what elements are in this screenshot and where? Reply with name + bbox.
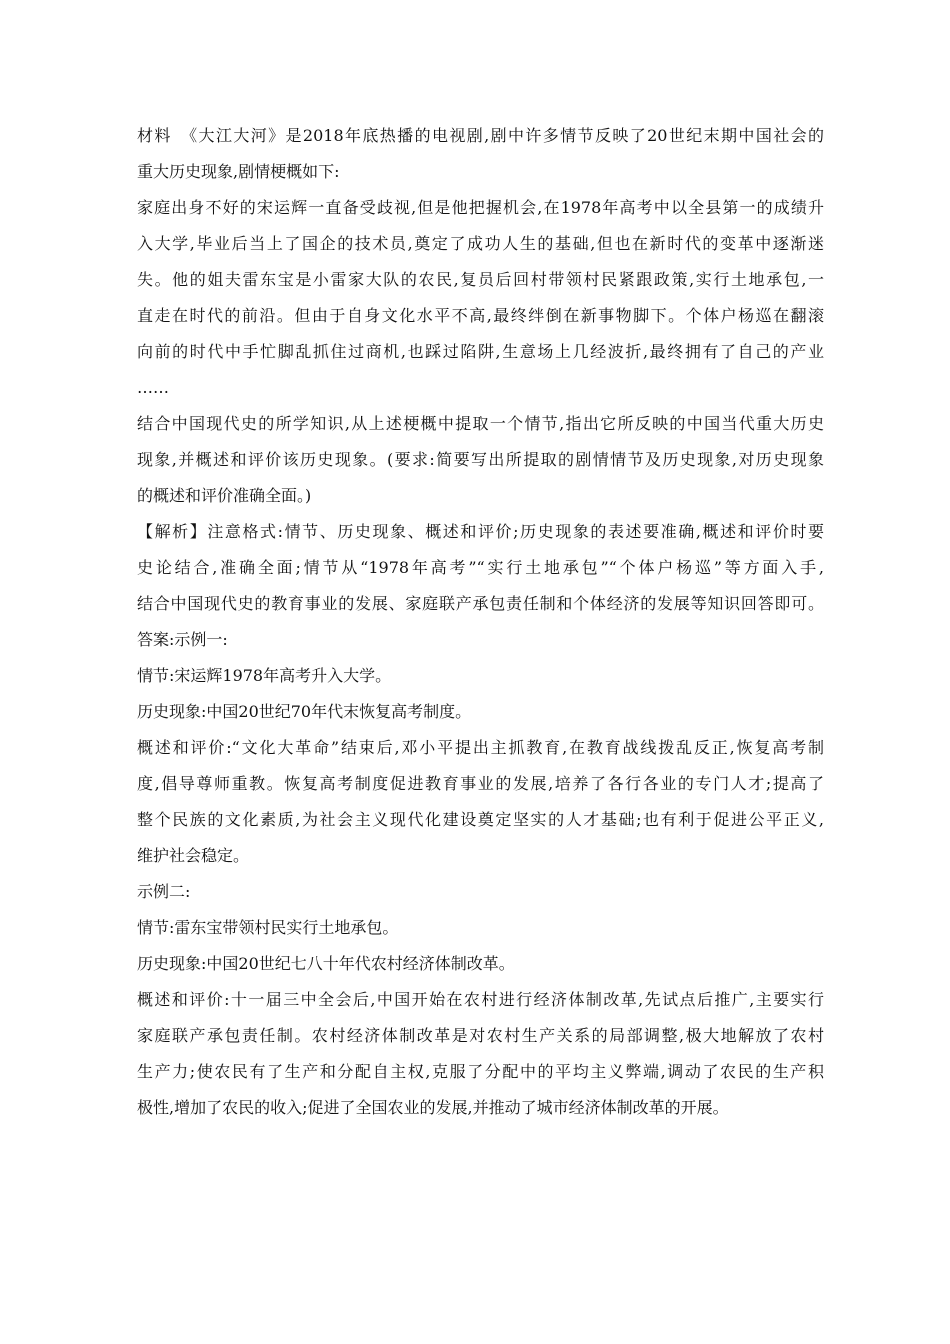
example1-eval-line-2: 度,倡导尊师重教。恢复高考制度促进教育事业的发展,培养了各行各业的专门人才;提高了	[137, 774, 824, 793]
example1-eval-line-1: 概述和评价:“文化大革命”结束后,邓小平提出主抓教育,在教育战线拨乱反正,恢复高考制	[137, 738, 824, 757]
question-line-1: 结合中国现代史的所学知识,从上述梗概中提取一个情节,指出它所反映的中国当代重大历史	[137, 414, 824, 433]
example2-eval-line-2: 家庭联产承包责任制。农村经济体制改革是对农村生产关系的局部调整,极大地解放了农村	[137, 1026, 824, 1045]
synopsis-line-3: 失。他的姐夫雷东宝是小雷家大队的农民,复员后回村带领村民紧跟政策,实行土地承包,一	[137, 270, 824, 289]
example2-heading: 示例二:	[137, 882, 191, 901]
synopsis-ellipsis: ……	[137, 378, 169, 397]
question-line-3: 的概述和评价准确全面。)	[137, 486, 312, 505]
example1-eval-line-4: 维护社会稳定。	[137, 846, 250, 865]
example2-phenomenon: 历史现象:中国20世纪七八十年代农村经济体制改革。	[137, 954, 515, 973]
example2-eval-line-1: 概述和评价:十一届三中全会后,中国开始在农村进行经济体制改革,先试点后推广,主要实行	[137, 990, 824, 1009]
example1-eval-line-3: 整个民族的文化素质,为社会主义现代化建设奠定坚实的人才基础;也有利于促进公平正义,	[137, 810, 824, 829]
question-line-2: 现象,并概述和评价该历史现象。(要求:简要写出所提取的剧情情节及历史现象,对历史现象	[137, 450, 824, 469]
example1-plot: 情节:宋运辉1978年高考升入大学。	[137, 666, 392, 685]
material-line-2: 重大历史现象,剧情梗概如下:	[137, 162, 340, 181]
analysis-line-1: 【解析】注意格式:情节、历史现象、概述和评价;历史现象的表述要准确,概述和评价时要	[137, 522, 824, 541]
synopsis-line-1: 家庭出身不好的宋运辉一直备受歧视,但是他把握机会,在1978年高考中以全县第一的成绩升	[137, 198, 824, 217]
synopsis-line-5: 向前的时代中手忙脚乱抓住过商机,也踩过陷阱,生意场上几经波折,最终拥有了自己的产业	[137, 342, 824, 361]
example2-plot: 情节:雷东宝带领村民实行土地承包。	[137, 918, 399, 937]
synopsis-line-2: 入大学,毕业后当上了国企的技术员,奠定了成功人生的基础,但也在新时代的变革中逐渐迷	[137, 234, 824, 253]
example1-phenomenon: 历史现象:中国20世纪70年代末恢复高考制度。	[137, 702, 472, 721]
synopsis-line-4: 直走在时代的前沿。但由于自身文化水平不高,最终绊倒在新事物脚下。个体户杨巡在翻滚	[137, 306, 824, 325]
example2-eval-line-4: 极性,增加了农民的收入;促进了全国农业的发展,并推动了城市经济体制改革的开展。	[137, 1098, 729, 1117]
example2-eval-line-3: 生产力;使农民有了生产和分配自主权,克服了分配中的平均主义弊端,调动了农民的生产积	[137, 1062, 824, 1081]
analysis-line-2: 史论结合,准确全面;情节从“1978年高考”“实行土地承包”“个体户杨巡”等方面入手,	[137, 558, 824, 577]
material-line-1: 材料 《大江大河》是2018年底热播的电视剧,剧中许多情节反映了20世纪末期中国社会的	[137, 126, 824, 145]
answer-heading: 答案:示例一:	[137, 630, 228, 649]
analysis-line-3: 结合中国现代史的教育事业的发展、家庭联产承包责任制和个体经济的发展等知识回答即可。	[137, 594, 824, 613]
